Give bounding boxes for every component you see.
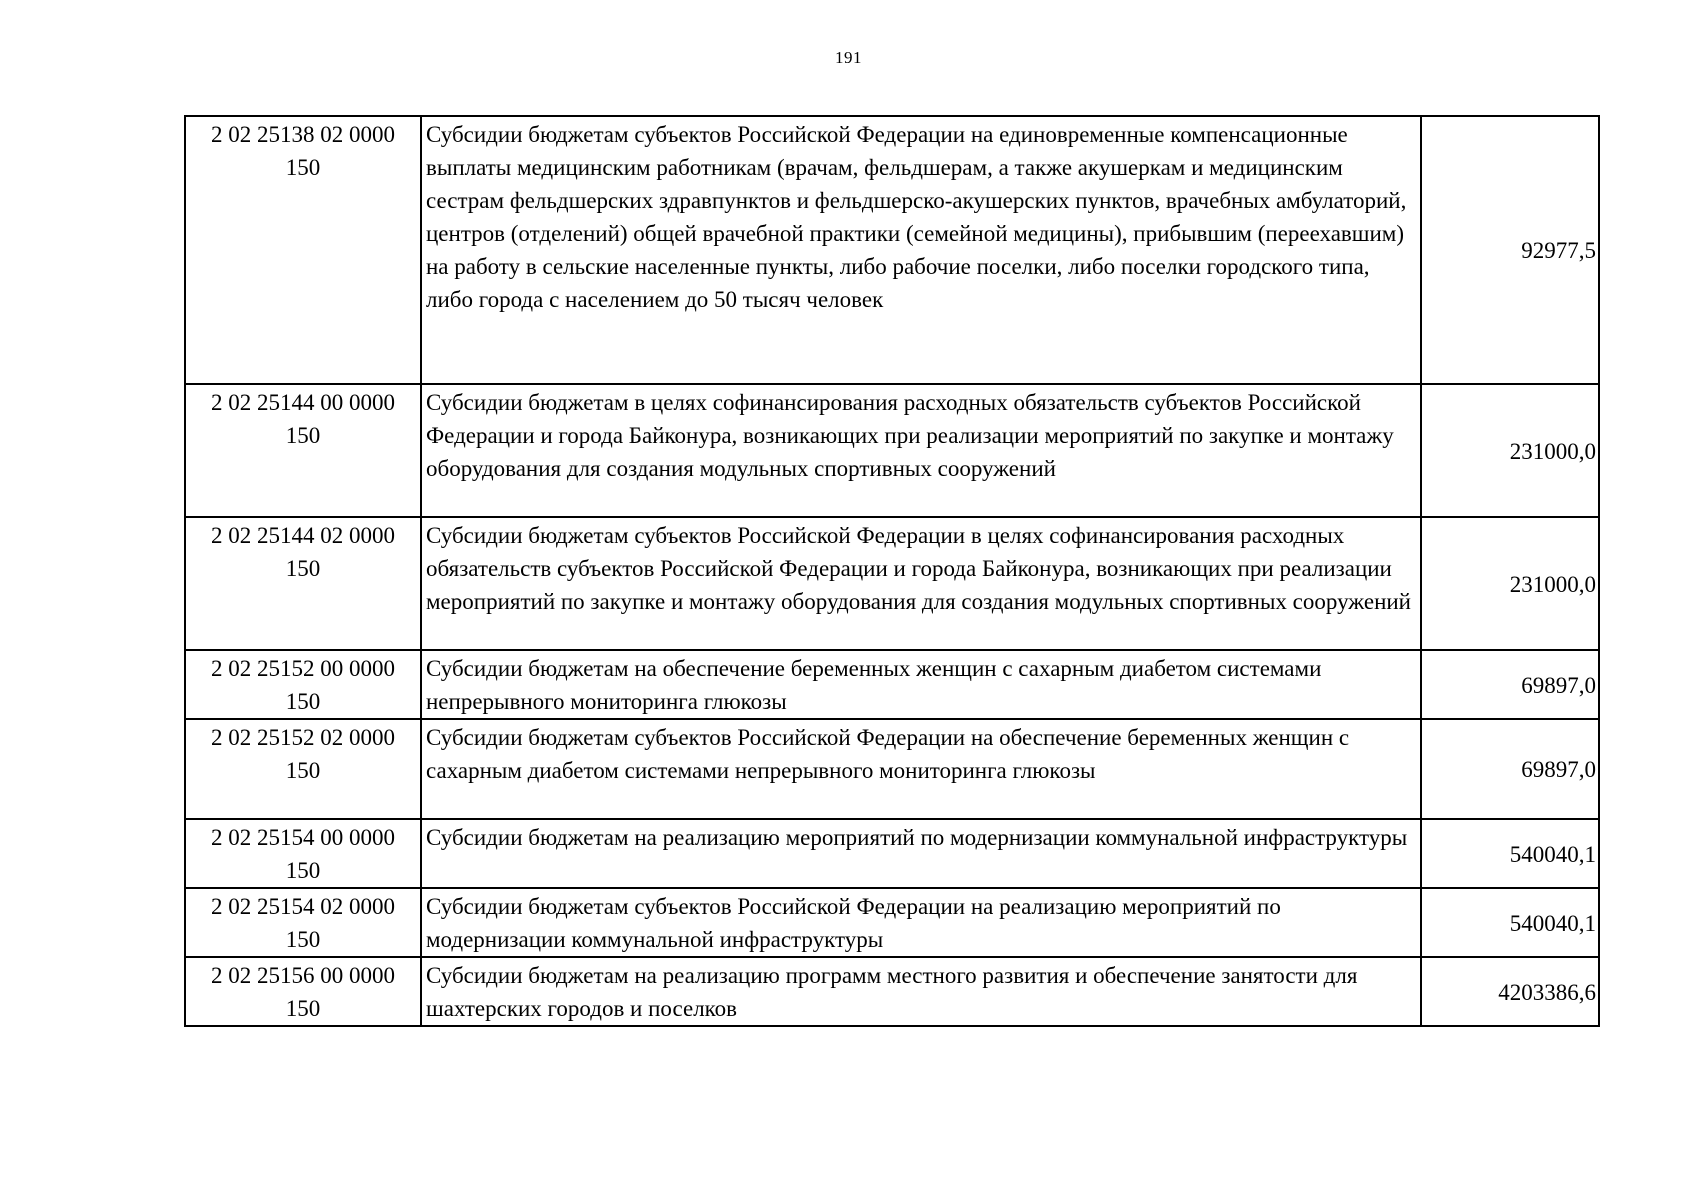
page-number: 191	[835, 48, 862, 67]
amount-cell: 69897,0	[1421, 719, 1599, 819]
budget-code-suffix: 150	[285, 927, 321, 952]
budget-code-suffix: 150	[285, 996, 321, 1021]
budget-code-suffix: 150	[285, 858, 321, 883]
amount-cell: 4203386,6	[1421, 957, 1599, 1026]
description-cell: Субсидии бюджетам на реализацию мероприятий по модернизации коммунальной инфраструктуры	[421, 819, 1421, 888]
budget-code-cell	[185, 650, 421, 719]
description-cell: Субсидии бюджетам на реализацию программ местного развития и обеспечение занятости для шахтерских городов и поселков	[421, 957, 1421, 1026]
budget-code: 2 02 25154 00 0000	[211, 825, 395, 850]
budget-code-cell	[185, 116, 421, 384]
amount-cell: 69897,0	[1421, 650, 1599, 719]
table-row	[185, 719, 1599, 819]
budget-code-suffix: 150	[285, 155, 321, 180]
amount-cell: 540040,1	[1421, 888, 1599, 957]
budget-code-cell	[185, 719, 421, 819]
budget-code-suffix: 150	[285, 556, 321, 581]
budget-code-cell	[185, 888, 421, 957]
description-cell: Субсидии бюджетам субъектов Российской Федерации в целях софинансирования расходных обязательств субъектов Российской Федерации и города Байконура, возникающих при реализации мероприятий по закупке и монтажу оборудования для создания модульных спортивных сооружений	[421, 517, 1421, 650]
table-row	[185, 116, 1599, 384]
budget-code: 2 02 25154 02 0000	[211, 894, 395, 919]
budget-code: 2 02 25152 00 0000	[211, 656, 395, 681]
table-row	[185, 888, 1599, 957]
amount-cell: 92977,5	[1421, 116, 1599, 384]
budget-code-cell	[185, 384, 421, 517]
description-cell: Субсидии бюджетам субъектов Российской Федерации на реализацию мероприятий по модернизации коммунальной инфраструктуры	[421, 888, 1421, 957]
table-row	[185, 650, 1599, 719]
budget-code: 2 02 25144 02 0000	[211, 523, 395, 548]
amount-cell: 231000,0	[1421, 384, 1599, 517]
budget-code-cell	[185, 819, 421, 888]
description-cell: Субсидии бюджетам в целях софинансирования расходных обязательств субъектов Российской Федерации и города Байконура, возникающих при реализации мероприятий по закупке и монтажу оборудования для создания модульных спортивных сооружений	[421, 384, 1421, 517]
amount-cell: 540040,1	[1421, 819, 1599, 888]
budget-code-cell	[185, 517, 421, 650]
table-row	[185, 957, 1599, 1026]
budget-code: 2 02 25152 02 0000	[211, 725, 395, 750]
table-row	[185, 384, 1599, 517]
description-cell: Субсидии бюджетам на обеспечение беременных женщин с сахарным диабетом системами непрерывного мониторинга глюкозы	[421, 650, 1421, 719]
amount-cell: 231000,0	[1421, 517, 1599, 650]
budget-code-suffix: 150	[285, 758, 321, 783]
budget-code-suffix: 150	[285, 689, 321, 714]
budget-code-cell	[185, 957, 421, 1026]
table-row	[185, 517, 1599, 650]
description-cell: Субсидии бюджетам субъектов Российской Федерации на обеспечение беременных женщин с сахарным диабетом системами непрерывного мониторинга глюкозы	[421, 719, 1421, 819]
budget-code: 2 02 25138 02 0000	[211, 122, 395, 147]
budget-table	[184, 115, 1600, 1027]
table-row	[185, 819, 1599, 888]
budget-code: 2 02 25156 00 0000	[211, 963, 395, 988]
budget-code-suffix: 150	[285, 423, 321, 448]
budget-code: 2 02 25144 00 0000	[211, 390, 395, 415]
description-cell: Субсидии бюджетам субъектов Российской Федерации на единовременные компенсационные выплаты медицинским работникам (врачам, фельдшерам, а также акушеркам и медицинским сестрам фельдшерских здравпунктов и фельдшерско-акушерских пунктов, врачебных амбулаторий, центров (отделений) общей врачебной практики (семейной медицины), прибывшим (переехавшим) на работу в сельские населенные пункты, либо рабочие поселки, либо поселки городского типа, либо города с населением до 50 тысяч человек	[421, 116, 1421, 384]
